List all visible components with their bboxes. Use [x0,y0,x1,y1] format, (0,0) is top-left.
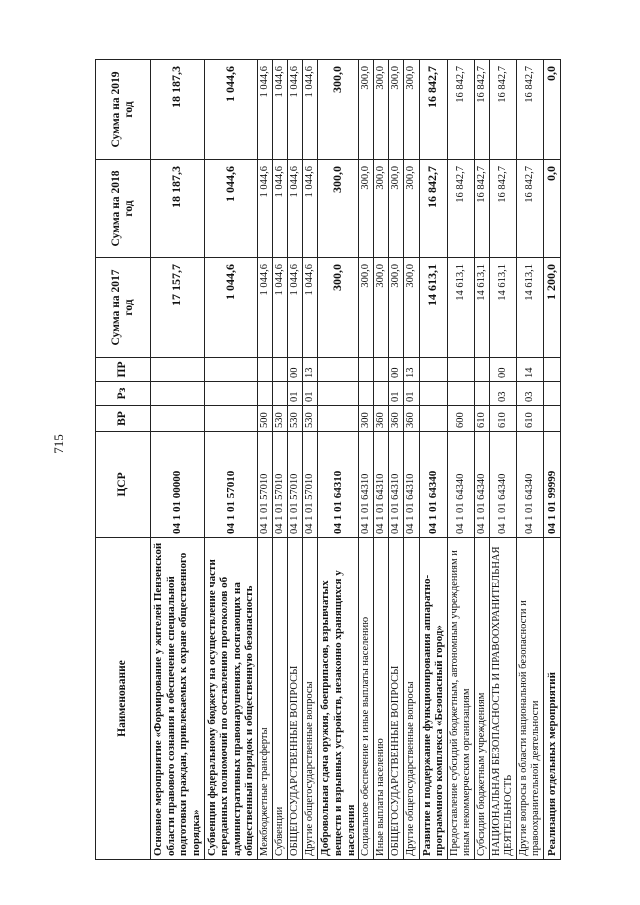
cell-csr: 04 1 01 64310 [318,432,359,538]
cell-sum-2017: 14 613,1 [447,258,474,358]
cell-sum-2017: 17 157,7 [151,258,205,358]
cell-name: Субвенции [273,538,288,860]
cell-pr [273,358,288,382]
cell-name: Развитие и поддержание функционирования аппаратно-программного комплекса «Безопасный город» [419,538,447,860]
cell-sum-2017: 14 613,1 [474,258,489,358]
cell-sum-2018: 300,0 [359,160,374,258]
cell-vr: 610 [517,406,544,432]
cell-sum-2019: 18 187,3 [151,60,205,160]
cell-rz [204,382,258,406]
header-csr: ЦСР [96,432,151,538]
cell-pr [447,358,474,382]
cell-sum-2018: 1 044,6 [204,160,258,258]
cell-sum-2017: 300,0 [404,258,419,358]
cell-pr: 00 [389,358,404,382]
cell-vr [419,406,447,432]
cell-name: Реализация отдельных мероприятий [544,538,561,860]
cell-csr: 04 1 01 57010 [273,432,288,538]
cell-pr: 13 [404,358,419,382]
cell-csr: 04 1 01 64340 [419,432,447,538]
cell-rz: 01 [303,382,318,406]
table-row [288,60,303,860]
cell-csr: 04 1 01 64340 [490,432,517,538]
cell-pr: 00 [490,358,517,382]
cell-rz: 01 [404,382,419,406]
cell-sum-2018: 1 044,6 [258,160,273,258]
cell-sum-2017: 300,0 [318,258,359,358]
cell-sum-2019: 16 842,7 [490,60,517,160]
cell-sum-2017: 300,0 [374,258,389,358]
cell-rz: 03 [490,382,517,406]
cell-sum-2018: 1 044,6 [288,160,303,258]
cell-sum-2018: 0,0 [544,160,561,258]
cell-pr: 00 [288,358,303,382]
cell-sum-2019: 0,0 [544,60,561,160]
cell-pr [474,358,489,382]
cell-pr [258,358,273,382]
cell-csr: 04 1 01 57010 [303,432,318,538]
cell-sum-2017: 1 044,6 [303,258,318,358]
cell-vr: 360 [374,406,389,432]
table-row [318,60,359,860]
cell-sum-2018: 300,0 [374,160,389,258]
table-row [404,60,419,860]
cell-vr: 530 [303,406,318,432]
header-vr: ВР [96,406,151,432]
cell-sum-2018: 16 842,7 [517,160,544,258]
cell-vr: 600 [447,406,474,432]
cell-vr [204,406,258,432]
cell-name: Иные выплаты населению [374,538,389,860]
table-row [490,60,517,860]
cell-name: Субвенции федеральному бюджету на осуществление части переданных полномочий по составлению протоколов об административных правонарушениях, посягающих на общественный порядок и общественную безопасность [204,538,258,860]
cell-sum-2019: 1 044,6 [273,60,288,160]
cell-vr [544,406,561,432]
cell-csr: 04 1 01 64340 [474,432,489,538]
cell-csr: 04 1 01 57010 [204,432,258,538]
cell-sum-2018: 300,0 [389,160,404,258]
cell-sum-2019: 16 842,7 [447,60,474,160]
cell-sum-2018: 16 842,7 [419,160,447,258]
cell-csr: 04 1 01 57010 [288,432,303,538]
cell-csr: 04 1 01 64310 [389,432,404,538]
cell-name: Межбюджетные трансферты [258,538,273,860]
cell-vr: 360 [389,406,404,432]
table-row [389,60,404,860]
cell-sum-2019: 300,0 [318,60,359,160]
cell-vr: 360 [404,406,419,432]
cell-sum-2019: 1 044,6 [303,60,318,160]
cell-name: Субсидии бюджетным учреждениям [474,538,489,860]
cell-csr: 04 1 01 64340 [517,432,544,538]
cell-pr [151,358,205,382]
cell-name: НАЦИОНАЛЬНАЯ БЕЗОПАСНОСТЬ И ПРАВООХРАНИТЕЛЬНАЯ ДЕЯТЕЛЬНОСТЬ [490,538,517,860]
table-row [517,60,544,860]
cell-csr: 04 1 01 64340 [447,432,474,538]
cell-pr [318,358,359,382]
cell-sum-2017: 1 200,0 [544,258,561,358]
cell-vr: 300 [359,406,374,432]
cell-rz [419,382,447,406]
cell-sum-2017: 14 613,1 [419,258,447,358]
cell-name: Другие общегосударственные вопросы [404,538,419,860]
table-row [273,60,288,860]
cell-pr [544,358,561,382]
cell-rz [474,382,489,406]
cell-name: Предоставление субсидий бюджетным, автономным учреждениям и иным некоммерческим организациям [447,538,474,860]
cell-rz: 01 [288,382,303,406]
table-row [359,60,374,860]
cell-rz [374,382,389,406]
cell-sum-2019: 300,0 [359,60,374,160]
cell-pr [419,358,447,382]
cell-sum-2018: 300,0 [318,160,359,258]
cell-sum-2019: 16 842,7 [474,60,489,160]
budget-table [95,59,561,860]
page-number: 715 [51,434,66,454]
cell-sum-2017: 300,0 [359,258,374,358]
cell-sum-2019: 1 044,6 [204,60,258,160]
cell-sum-2018: 1 044,6 [273,160,288,258]
cell-name: Добровольная сдача оружия, боеприпасов, взрывчатых веществ и взрывных устройств, незаконно хранящихся у населения [318,538,359,860]
cell-sum-2018: 300,0 [404,160,419,258]
cell-vr: 610 [490,406,517,432]
rotated-page-body [95,60,615,860]
cell-name: ОБЩЕГОСУДАРСТВЕННЫЕ ВОПРОСЫ [389,538,404,860]
header-pr: ПР [96,358,151,382]
cell-pr [204,358,258,382]
cell-vr: 500 [258,406,273,432]
cell-sum-2019: 16 842,7 [517,60,544,160]
header-name: Наименование [96,538,151,860]
cell-vr: 530 [273,406,288,432]
cell-pr [359,358,374,382]
table-row [151,60,205,860]
cell-sum-2019: 1 044,6 [258,60,273,160]
cell-sum-2019: 300,0 [404,60,419,160]
cell-rz [447,382,474,406]
cell-rz: 03 [517,382,544,406]
cell-rz [258,382,273,406]
cell-rz [359,382,374,406]
table-row [374,60,389,860]
cell-sum-2017: 300,0 [389,258,404,358]
header-sum-2018: Сумма на 2018 год [96,160,151,258]
cell-rz: 01 [389,382,404,406]
cell-name: ОБЩЕГОСУДАРСТВЕННЫЕ ВОПРОСЫ [288,538,303,860]
cell-vr: 610 [474,406,489,432]
cell-name: Социальное обеспечение и иные выплаты населению [359,538,374,860]
cell-csr: 04 1 01 64310 [374,432,389,538]
table-row [447,60,474,860]
cell-sum-2017: 1 044,6 [204,258,258,358]
cell-pr: 13 [303,358,318,382]
cell-pr: 14 [517,358,544,382]
cell-sum-2017: 1 044,6 [273,258,288,358]
table-body [151,60,561,860]
cell-rz [544,382,561,406]
table-row [419,60,447,860]
cell-sum-2017: 14 613,1 [517,258,544,358]
cell-name: Другие вопросы в области национальной безопасности и правоохранительной деятельности [517,538,544,860]
cell-vr: 530 [288,406,303,432]
table-row [544,60,561,860]
header-sum-2017: Сумма на 2017 год [96,258,151,358]
cell-sum-2019: 16 842,7 [419,60,447,160]
cell-sum-2019: 1 044,6 [288,60,303,160]
table-header-row [96,60,151,860]
cell-sum-2017: 1 044,6 [258,258,273,358]
cell-sum-2017: 1 044,6 [288,258,303,358]
cell-csr: 04 1 01 64310 [404,432,419,538]
cell-sum-2019: 300,0 [374,60,389,160]
cell-rz [151,382,205,406]
cell-name: Основное мероприятие «Формирование у жителей Пензенской области правового сознания и обеспечение специальной подготовки граждан, привлекаемых к охране общественного порядка» [151,538,205,860]
cell-csr: 04 1 01 00000 [151,432,205,538]
cell-sum-2019: 300,0 [389,60,404,160]
cell-sum-2017: 14 613,1 [490,258,517,358]
cell-csr: 04 1 01 57010 [258,432,273,538]
header-rz: Рз [96,382,151,406]
header-sum-2019: Сумма на 2019 год [96,60,151,160]
cell-vr [151,406,205,432]
cell-sum-2018: 18 187,3 [151,160,205,258]
cell-vr [318,406,359,432]
cell-sum-2018: 16 842,7 [447,160,474,258]
cell-rz [318,382,359,406]
cell-csr: 04 1 01 64310 [359,432,374,538]
cell-sum-2018: 16 842,7 [474,160,489,258]
table-row [258,60,273,860]
table-row [303,60,318,860]
table-row [204,60,258,860]
cell-sum-2018: 1 044,6 [303,160,318,258]
cell-csr: 04 1 01 99999 [544,432,561,538]
cell-rz [273,382,288,406]
cell-pr [374,358,389,382]
table-row [474,60,489,860]
cell-sum-2018: 16 842,7 [490,160,517,258]
cell-name: Другие общегосударственные вопросы [303,538,318,860]
